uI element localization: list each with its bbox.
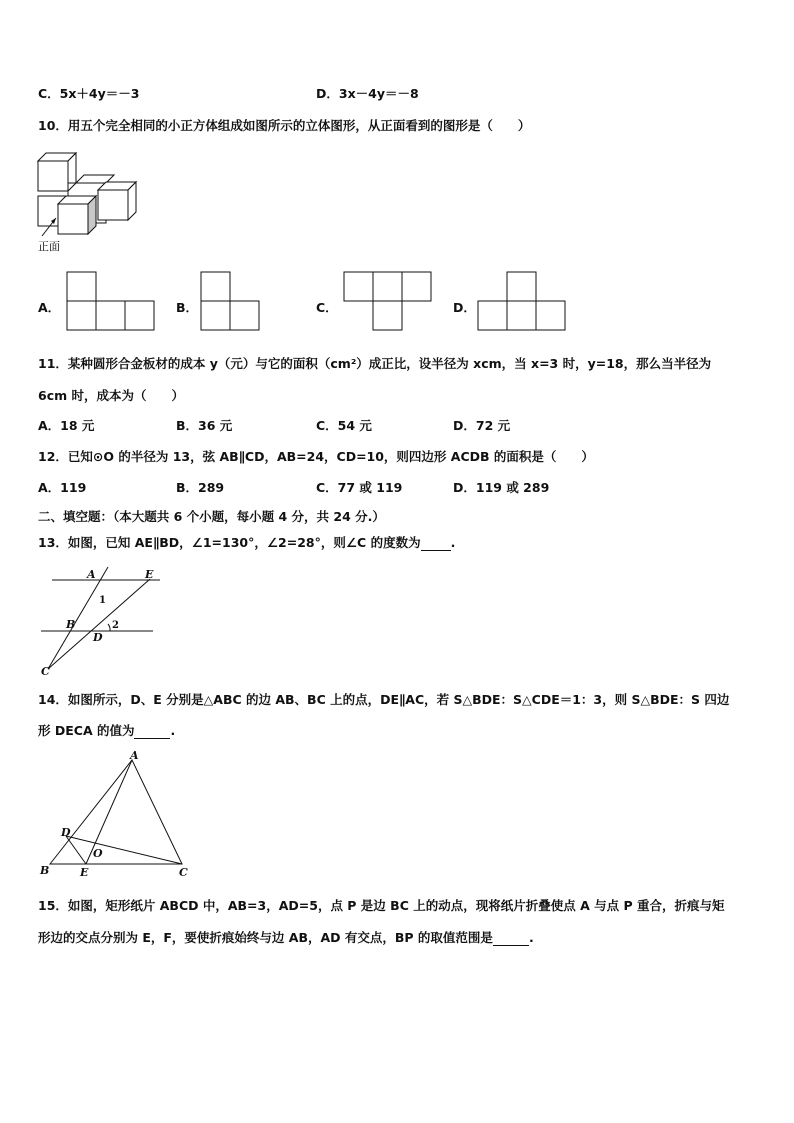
q13-stem-text: 13．如图，已知 AE∥BD，∠1=130°，∠2=28°，则∠C 的度数为	[38, 535, 421, 550]
q15-answer-blank[interactable]	[493, 930, 529, 946]
q12-option-c: C．77 或 119	[316, 480, 403, 495]
q13-label-a: A	[87, 568, 96, 581]
q15-stem-line1: 15．如图，矩形纸片 ABCD 中，AB=3，AD=5，点 P 是边 BC 上的动点，现将纸片折叠使点 A 与点 P 重合，折痕与矩	[38, 898, 725, 913]
q13-label-e: E	[145, 568, 154, 581]
q13-label-c: C	[41, 665, 50, 677]
q14-stem-line2	[38, 721, 175, 739]
q9-option-c: C．5x＋4y＝－3	[38, 86, 140, 101]
q13-label-b: B	[66, 618, 76, 631]
q13-label-d: D	[93, 631, 103, 644]
q14-label-d: D	[61, 826, 71, 839]
q10-option-d-label: D．	[453, 300, 476, 315]
q11-option-d: D．72 元	[453, 418, 511, 433]
q14-label-c: C	[179, 866, 188, 878]
q14-label-e: E	[80, 866, 89, 878]
q11-option-c: C．54 元	[316, 418, 372, 433]
q13-figure	[38, 565, 163, 677]
q10-option-c-label: C．	[316, 300, 338, 315]
q13-stem-end: .	[450, 535, 456, 550]
q13-angle-1-label: 1	[99, 595, 106, 606]
q12-option-a: A．119	[38, 480, 87, 495]
q10-cube-figure	[30, 148, 145, 254]
q15-stem-text: 形边的交点分别为 E，F，要使折痕始终与边 AB，AD 有交点，BP 的取值范围是	[38, 930, 493, 945]
q10-option-b-shape	[196, 268, 266, 336]
q10-option-a-label: A．	[38, 300, 61, 315]
q14-figure	[36, 750, 196, 878]
q10-option-a-shape	[60, 268, 160, 336]
q15-stem-line2	[38, 928, 534, 946]
q11-stem-line2: 6cm 时，成本为（ ）	[38, 388, 184, 403]
q12-option-b: B．289	[176, 480, 225, 495]
q10-option-d-shape	[472, 268, 572, 336]
q13-angle-2-label: 2	[112, 620, 119, 631]
q12-stem: 12．已知⊙O 的半径为 13，弦 AB∥CD，AB=24，CD=10，则四边形 ACDB 的面积是（ ）	[38, 449, 594, 464]
q14-label-o: O	[93, 847, 103, 860]
section-2-heading: 二、填空题：（本大题共 6 个小题，每小题 4 分，共 24 分.）	[38, 509, 385, 524]
q10-front-label: 正面	[38, 240, 60, 253]
q15-stem-end: .	[528, 930, 534, 945]
q9-option-d: D．3x－4y＝－8	[316, 86, 419, 101]
q14-stem-line1: 14．如图所示，D、E 分别是△ABC 的边 AB、BC 上的点，DE∥AC，若 S△BDE：S△CDE＝1：3，则 S△BDE：S 四边	[38, 692, 730, 707]
q12-option-d: D．119 或 289	[453, 480, 550, 495]
q11-stem-line1: 11．某种圆形合金板材的成本 y（元）与它的面积（cm²）成正比，设半径为 xcm，当 x=3 时，y=18，那么当半径为	[38, 356, 712, 371]
q14-answer-blank[interactable]	[134, 723, 170, 739]
q10-option-c-shape	[338, 268, 438, 336]
q14-stem-text: 形 DECA 的值为	[38, 723, 135, 738]
q14-stem-end: .	[170, 723, 176, 738]
q13-stem	[38, 533, 455, 551]
q14-label-a: A	[130, 750, 139, 762]
q10-option-b-label: B．	[176, 300, 199, 315]
q14-label-b: B	[40, 864, 50, 877]
q11-option-b: B．36 元	[176, 418, 233, 433]
q11-option-a: A．18 元	[38, 418, 95, 433]
q13-answer-blank[interactable]	[421, 535, 451, 551]
q10-stem: 10．用五个完全相同的小正方体组成如图所示的立体图形，从正面看到的图形是（ ）	[38, 118, 531, 133]
